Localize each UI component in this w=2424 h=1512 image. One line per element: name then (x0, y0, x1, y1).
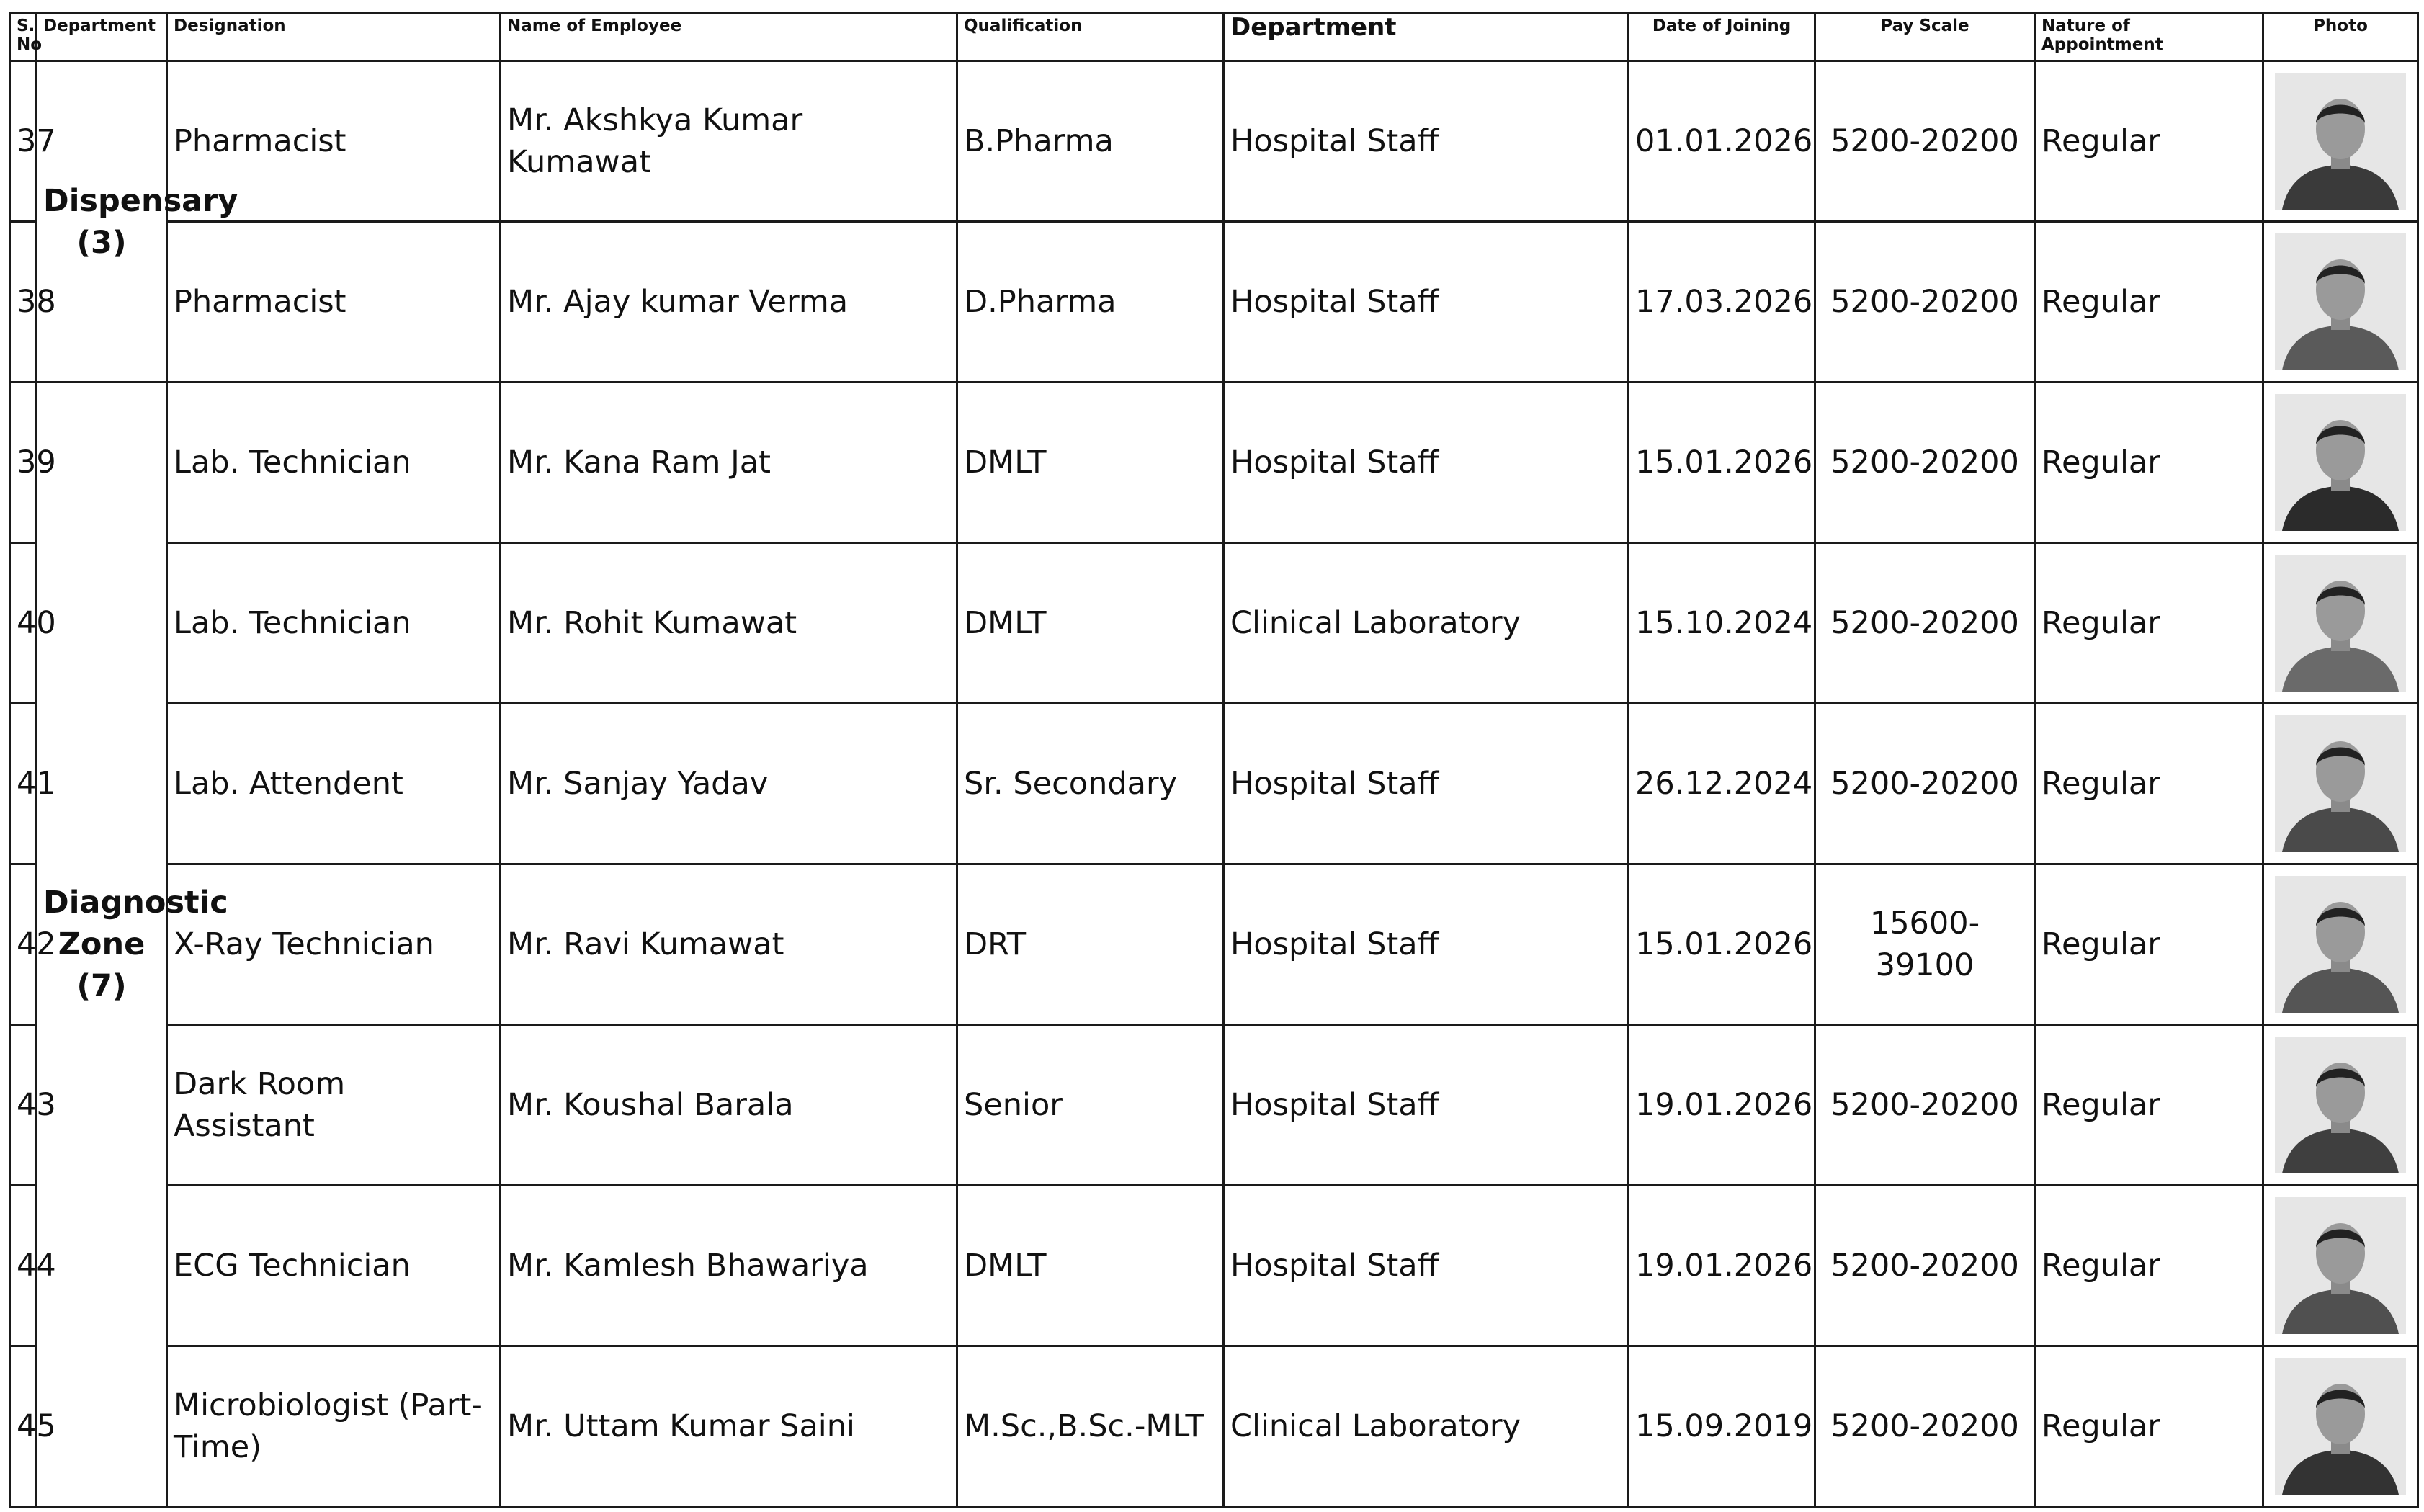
designation: Lab. Technician (167, 543, 501, 704)
pay-scale: 5200-20200 (1815, 543, 2035, 704)
nature-of-appointment: Regular (2035, 543, 2263, 704)
nature-of-appointment: Regular (2035, 1186, 2263, 1346)
date-of-joining: 26.12.2024 (1629, 704, 1815, 864)
serial-number: 45 (10, 1346, 37, 1507)
pay-scale: 5200-20200 (1815, 222, 2035, 383)
employee-photo (2275, 876, 2406, 1013)
department-group (37, 61, 238, 383)
employee-photo (2275, 1197, 2406, 1334)
nature-of-appointment: Regular (2035, 864, 2263, 1025)
pay-scale: 5200-20200 (1815, 61, 2035, 222)
serial-number: 43 (10, 1025, 37, 1186)
qualification: Sr. Secondary (957, 704, 1224, 864)
department: Hospital Staff (1224, 222, 1629, 383)
employee-photo (2275, 233, 2406, 370)
employee-name: Mr. Sanjay Yadav (501, 704, 957, 864)
date-of-joining: 19.01.2026 (1629, 1025, 1815, 1186)
employee-photo (2275, 1037, 2406, 1173)
designation: Dark Room Assistant (167, 1025, 501, 1186)
table-row (10, 383, 2418, 543)
department-group-name: Diagnostic Zone (43, 885, 228, 962)
header-pay-scale: Pay Scale (1815, 13, 2035, 61)
designation: Lab. Technician (167, 383, 501, 543)
employee-photo (2275, 715, 2406, 852)
employee-photo (2275, 555, 2406, 692)
table-row (10, 1186, 2418, 1346)
department-group-name: Dispensary (43, 182, 238, 219)
employee-photo (2275, 1358, 2406, 1495)
designation: Pharmacist (167, 61, 501, 222)
pay-scale: 5200-20200 (1815, 704, 2035, 864)
department: Hospital Staff (1224, 1025, 1629, 1186)
table-row (10, 704, 2418, 864)
nature-of-appointment: Regular (2035, 1346, 2263, 1507)
pay-scale: 5200-20200 (1815, 383, 2035, 543)
date-of-joining: 15.10.2024 (1629, 543, 1815, 704)
photo-cell (2263, 704, 2418, 864)
department: Hospital Staff (1224, 704, 1629, 864)
designation: X-Ray Technician (167, 864, 501, 1025)
date-of-joining: 19.01.2026 (1629, 1186, 1815, 1346)
nature-of-appointment: Regular (2035, 704, 2263, 864)
serial-number: 39 (10, 383, 37, 543)
department: Clinical Laboratory (1224, 1346, 1629, 1507)
header-photo: Photo (2263, 13, 2418, 61)
photo-cell (2263, 1346, 2418, 1507)
employee-name: Mr. Kana Ram Jat (501, 383, 957, 543)
department: Hospital Staff (1224, 1186, 1629, 1346)
header-nature: Nature of Appointment (2035, 13, 2263, 61)
date-of-joining: 15.01.2026 (1629, 864, 1815, 1025)
serial-number: 41 (10, 704, 37, 864)
table-row (10, 864, 2418, 1025)
nature-of-appointment: Regular (2035, 61, 2263, 222)
designation: Lab. Attendent (167, 704, 501, 864)
photo-cell (2263, 543, 2418, 704)
qualification: Senior (957, 1025, 1224, 1186)
table-row (10, 222, 2418, 383)
employee-name: Mr. Uttam Kumar Saini (501, 1346, 957, 1507)
header-row (10, 13, 2418, 61)
nature-of-appointment: Regular (2035, 1025, 2263, 1186)
header-date-of-joining: Date of Joining (1629, 13, 1815, 61)
employee-name: Mr. Koushal Barala (501, 1025, 957, 1186)
designation: ECG Technician (167, 1186, 501, 1346)
department: Clinical Laboratory (1224, 543, 1629, 704)
header-qualification: Qualification (957, 13, 1224, 61)
employee-name: Mr. Akshkya Kumar Kumawat (501, 61, 957, 222)
pay-scale: 15600-39100 (1815, 864, 2035, 1025)
qualification: M.Sc.,B.Sc.-MLT (957, 1346, 1224, 1507)
employee-photo (2275, 73, 2406, 210)
header-department-2: Department (1224, 13, 1629, 61)
date-of-joining: 15.01.2026 (1629, 383, 1815, 543)
date-of-joining: 17.03.2026 (1629, 222, 1815, 383)
serial-number: 37 (10, 61, 37, 222)
employee-name: Mr. Ravi Kumawat (501, 864, 957, 1025)
employee-photo (2275, 394, 2406, 531)
table-row (10, 1346, 2418, 1507)
photo-cell (2263, 222, 2418, 383)
photo-cell (2263, 864, 2418, 1025)
department: Hospital Staff (1224, 383, 1629, 543)
photo-cell (2263, 1186, 2418, 1346)
employee-name: Mr. Kamlesh Bhawariya (501, 1186, 957, 1346)
photo-cell (2263, 61, 2418, 222)
date-of-joining: 15.09.2019 (1629, 1346, 1815, 1507)
nature-of-appointment: Regular (2035, 383, 2263, 543)
qualification: B.Pharma (957, 61, 1224, 222)
qualification: DRT (957, 864, 1224, 1025)
designation: Microbiologist (Part-Time) (167, 1346, 501, 1507)
department-group-count: (3) (76, 224, 127, 261)
serial-number: 38 (10, 222, 37, 383)
employee-name: Mr. Rohit Kumawat (501, 543, 957, 704)
department: Hospital Staff (1224, 864, 1629, 1025)
department-group-count: (7) (76, 968, 127, 1004)
photo-cell (2263, 1025, 2418, 1186)
serial-number: 40 (10, 543, 37, 704)
header-name: Name of Employee (501, 13, 957, 61)
pay-scale: 5200-20200 (1815, 1025, 2035, 1186)
table-row (10, 1025, 2418, 1186)
pay-scale: 5200-20200 (1815, 1186, 2035, 1346)
header-department: Department (37, 13, 167, 61)
pay-scale: 5200-20200 (1815, 1346, 2035, 1507)
photo-cell (2263, 383, 2418, 543)
serial-number: 42 (10, 864, 37, 1025)
table-row (10, 543, 2418, 704)
employee-name: Mr. Ajay kumar Verma (501, 222, 957, 383)
designation: Pharmacist (167, 222, 501, 383)
staff-table (9, 12, 2419, 1508)
nature-of-appointment: Regular (2035, 222, 2263, 383)
qualification: DMLT (957, 383, 1224, 543)
date-of-joining: 01.01.2026 (1629, 61, 1815, 222)
serial-number: 44 (10, 1186, 37, 1346)
qualification: D.Pharma (957, 222, 1224, 383)
qualification: DMLT (957, 1186, 1224, 1346)
header-designation: Designation (167, 13, 501, 61)
header-sno: S. No (10, 13, 37, 61)
qualification: DMLT (957, 543, 1224, 704)
table-row (10, 61, 2418, 222)
department: Hospital Staff (1224, 61, 1629, 222)
